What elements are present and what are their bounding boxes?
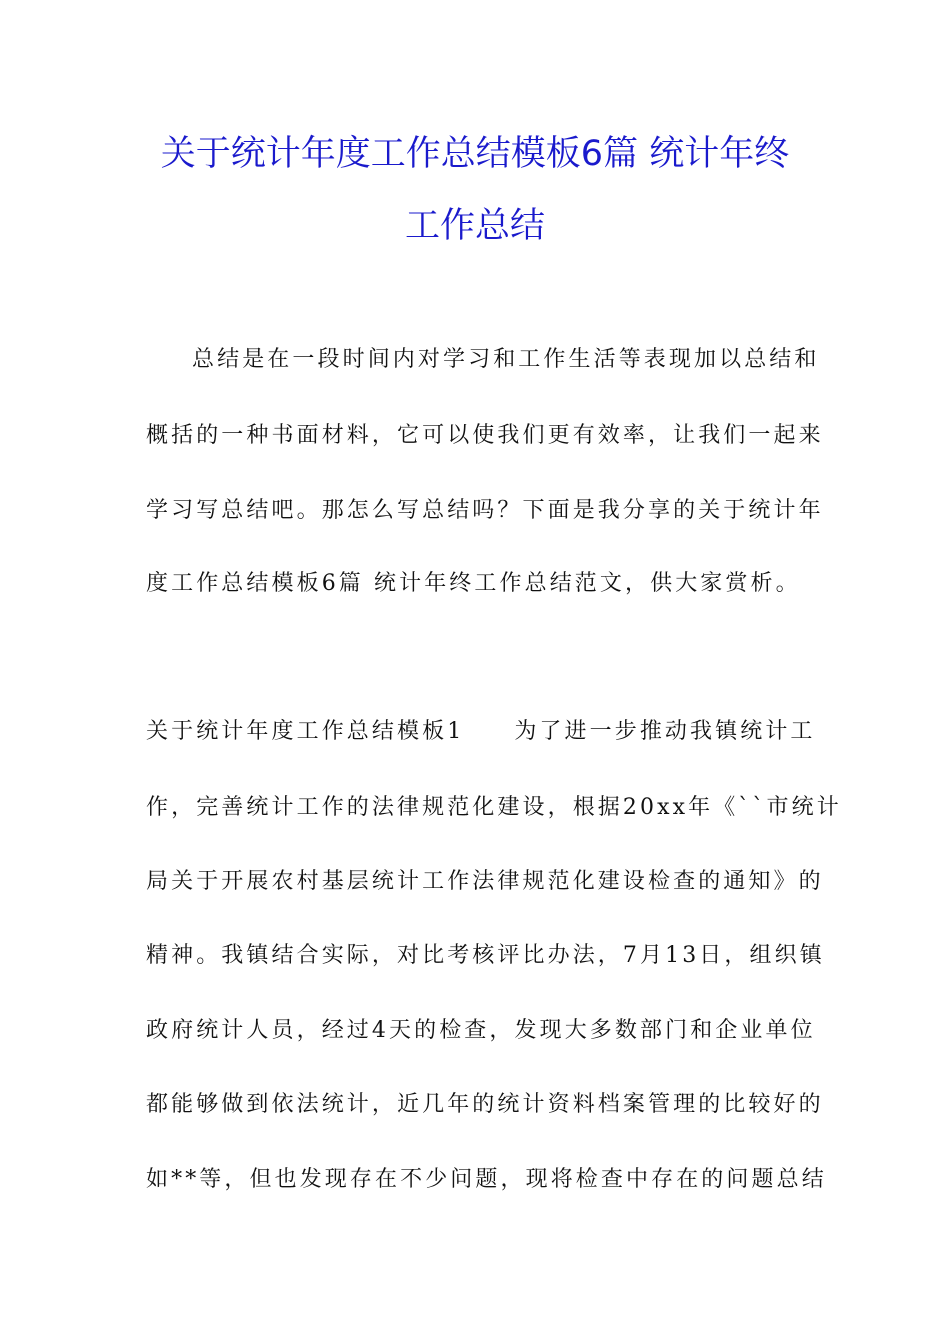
section-1-opening-text: 为了进一步推动我镇统计工	[514, 719, 816, 744]
section-1-line-2: 作，完善统计工作的法律规范化建设，根据20xx年《``市统计	[146, 795, 842, 820]
section-1-line-5: 政府统计人员，经过4天的检查，发现大多数部门和企业单位	[146, 1018, 816, 1043]
section-1-line-3: 局关于开展农村基层统计工作法律规范化建设检查的通知》的	[146, 869, 824, 894]
section-1-line-4: 精神。我镇结合实际，对比考核评比办法，7月13日，组织镇	[146, 943, 825, 968]
intro-line-3: 学习写总结吧。那怎么写总结吗？下面是我分享的关于统计年	[146, 498, 824, 523]
document-title-line-2: 工作总结	[404, 206, 545, 246]
intro-line-1: 总结是在一段时间内对学习和工作生活等表现加以总结和	[192, 347, 820, 372]
section-1-line-7: 如**等，但也发现存在不少问题，现将检查中存在的问题总结	[146, 1167, 827, 1192]
intro-line-2: 概括的一种书面材料，它可以使我们更有效率，让我们一起来	[146, 423, 824, 448]
intro-line-4: 度工作总结模板6篇 统计年终工作总结范文，供大家赏析。	[146, 571, 801, 596]
section-1-line-6: 都能够做到依法统计，近几年的统计资料档案管理的比较好的	[146, 1092, 824, 1117]
document-title-line-1: 关于统计年度工作总结模板6篇 统计年终	[160, 134, 790, 174]
section-1-first-line	[146, 717, 816, 747]
section-1-heading: 关于统计年度工作总结模板1	[146, 719, 465, 744]
